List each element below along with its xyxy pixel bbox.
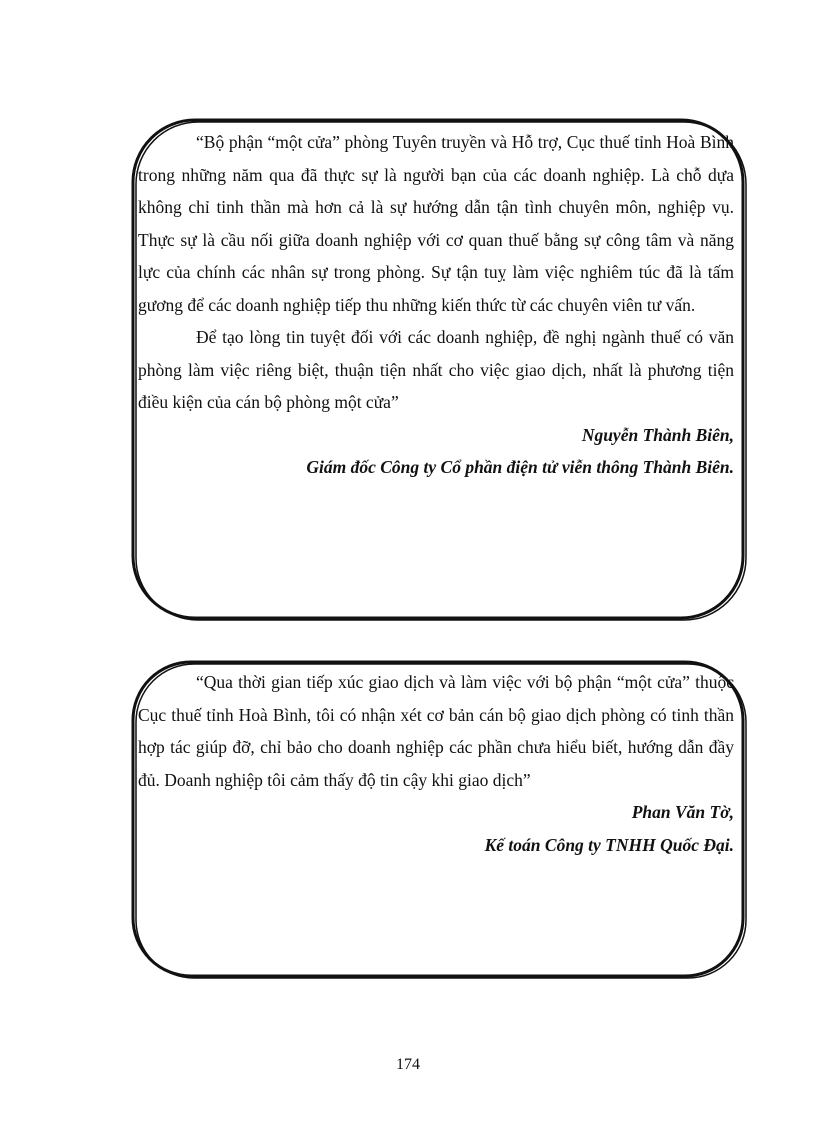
testimonial-1-paragraph-1: “Bộ phận “một cửa” phòng Tuyên truyền và Hỗ trợ, Cục thuế tỉnh Hoà Bình trong những năm qua đã thực sự là người bạn của các doanh nghiệp. Là chỗ dựa không chỉ tinh thần mà hơn cả là sự hướng dẫn tận tình chuyên môn, nghiệp vụ. Thực sự là cầu nối giữa doanh nghiệp với cơ quan thuế bằng sự công tâm và năng lực của chính các nhân sự trong phòng. Sự tận tuỵ làm việc nghiêm túc đã là tấm gương để các doanh nghiệp tiếp thu những kiến thức từ các chuyên viên tư vấn. bbox=[138, 132, 734, 315]
testimonial-2-author: Phan Văn Tờ, bbox=[631, 802, 734, 822]
testimonial-2-position: Kế toán Công ty TNHH Quốc Đại. bbox=[484, 834, 734, 855]
testimonial-1-position: Giám đốc Công ty Cổ phần điện tử viễn thông Thành Biên. bbox=[306, 457, 734, 477]
testimonial-content-2 bbox=[138, 666, 734, 861]
testimonial-1-paragraph-2: Để tạo lòng tin tuyệt đối với các doanh nghiệp, đề nghị ngành thuế có văn phòng làm việc riêng biệt, thuận tiện nhất cho việc giao dịch, nhất là phương tiện điều kiện của cán bộ phòng một cửa” bbox=[138, 327, 734, 412]
testimonial-1-author: Nguyễn Thành Biên, bbox=[581, 424, 734, 445]
testimonial-box-2 bbox=[130, 660, 748, 980]
testimonial-2-paragraph-1: “Qua thời gian tiếp xúc giao dịch và làm việc với bộ phận “một cửa” thuộc Cục thuế tỉnh Hoà Bình, tôi có nhận xét cơ bản cán bộ giao dịch phòng có tinh thần hợp tác giúp đỡ, chỉ bảo cho doanh nghiệp các phần chưa hiểu biết, hướng dẫn đầy đủ. Doanh nghiệp tôi cảm thấy độ tin cậy khi giao dịch” bbox=[138, 672, 734, 790]
testimonial-content-1 bbox=[138, 126, 734, 484]
testimonial-box-1 bbox=[130, 118, 748, 622]
page-number: 174 bbox=[396, 1056, 420, 1073]
